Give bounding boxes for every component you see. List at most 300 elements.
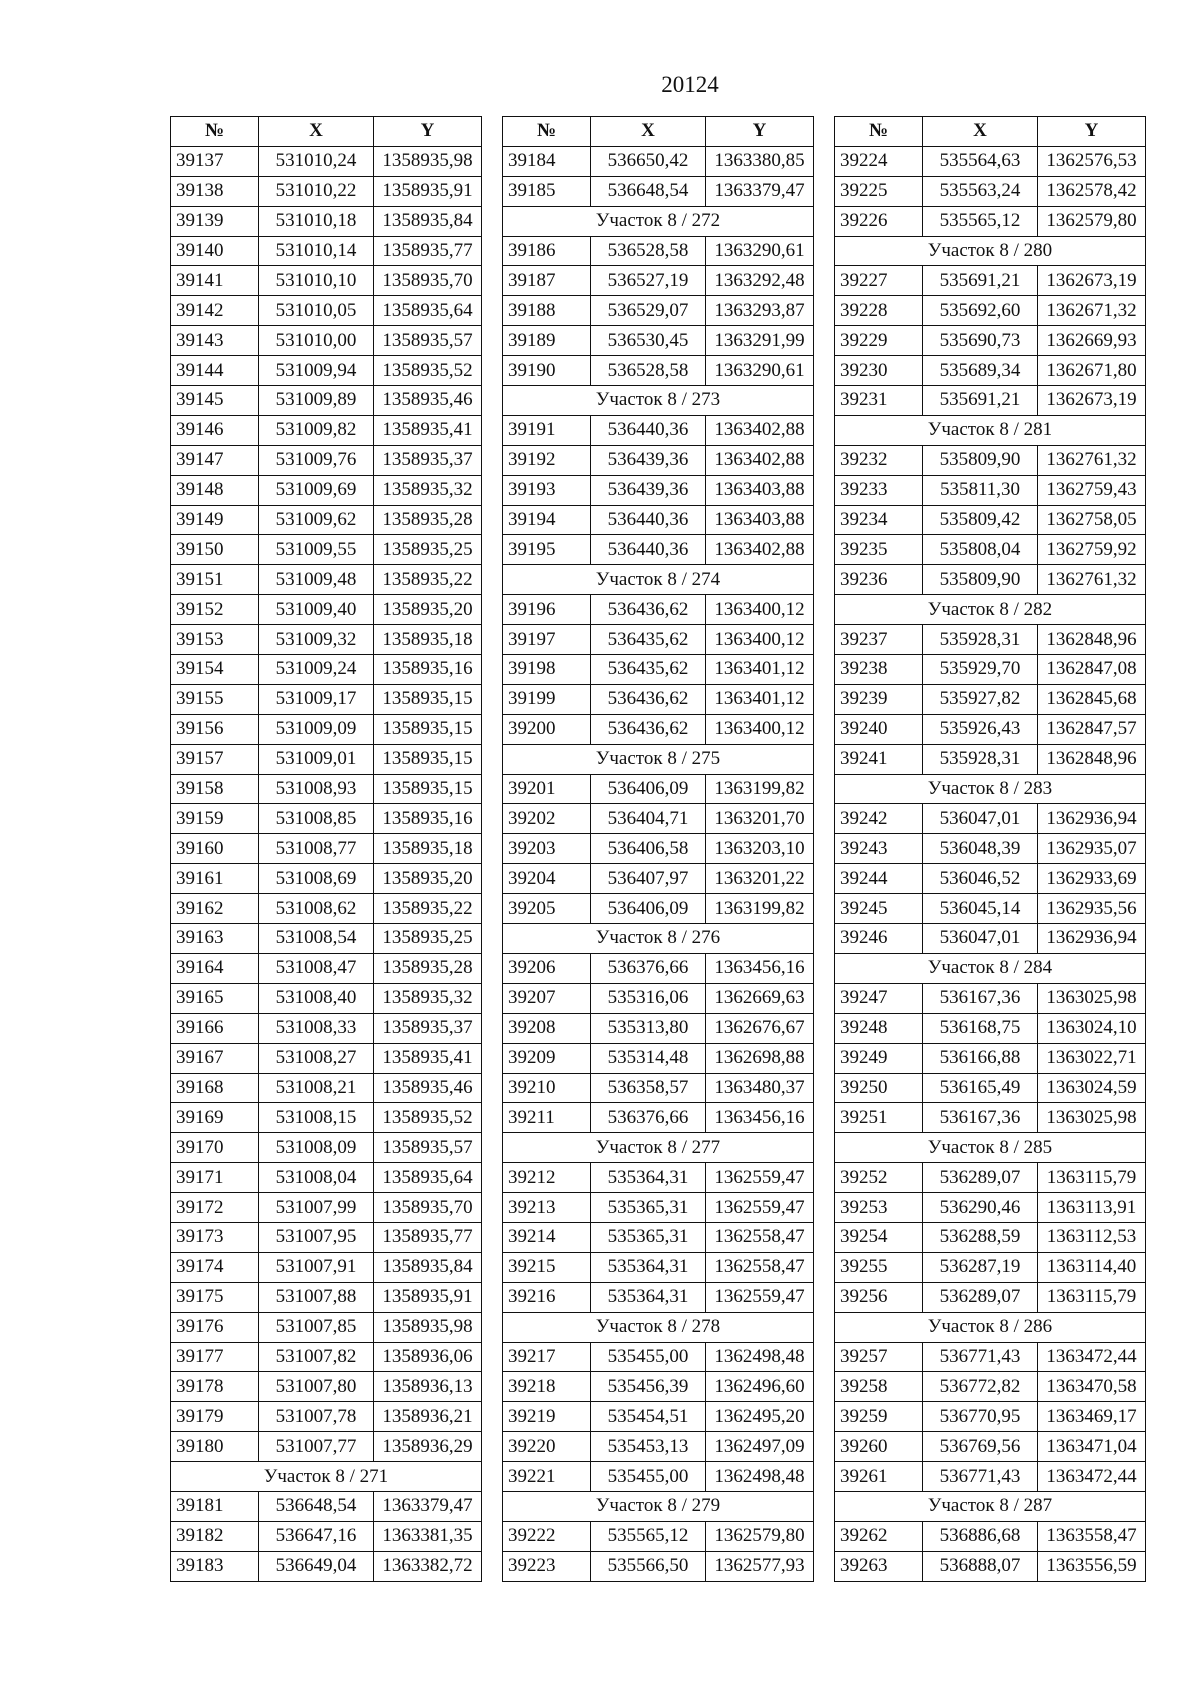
x-value: 536439,36 [591,445,706,475]
section-row [171,1462,482,1492]
point-number: 39140 [171,236,259,266]
table-row [503,1193,814,1223]
x-value: 531010,05 [259,296,374,326]
table-row [835,894,1146,924]
y-value: 1363199,82 [706,774,814,804]
section-label: Участок 8 / 284 [835,953,1146,983]
x-value: 536769,56 [923,1432,1038,1462]
x-value: 531007,91 [259,1252,374,1282]
y-value: 1358935,22 [374,565,482,595]
y-value: 1358935,20 [374,864,482,894]
coordinate-table-3 [834,116,1146,1582]
header-y: Y [374,117,482,147]
y-value: 1363402,88 [706,535,814,565]
y-value: 1362676,67 [706,1013,814,1043]
point-number: 39203 [503,834,591,864]
y-value: 1363480,37 [706,1073,814,1103]
table-row [171,1551,482,1581]
y-value: 1363403,88 [706,505,814,535]
y-value: 1358935,91 [374,1282,482,1312]
section-label: Участок 8 / 280 [835,236,1146,266]
point-number: 39170 [171,1133,259,1163]
table-row [171,565,482,595]
y-value: 1363400,12 [706,625,814,655]
point-number: 39259 [835,1402,923,1432]
table-row [171,1013,482,1043]
y-value: 1362669,93 [1038,326,1146,356]
y-value: 1363558,47 [1038,1521,1146,1551]
x-value: 536529,07 [591,296,706,326]
x-value: 531009,40 [259,595,374,625]
x-value: 531009,62 [259,505,374,535]
table-row [503,953,814,983]
point-number: 39166 [171,1013,259,1043]
x-value: 531008,33 [259,1013,374,1043]
point-number: 39174 [171,1252,259,1282]
section-label: Участок 8 / 283 [835,774,1146,804]
y-value: 1363199,82 [706,894,814,924]
x-value: 531007,80 [259,1372,374,1402]
y-value: 1362936,94 [1038,924,1146,954]
table-row [503,415,814,445]
point-number: 39212 [503,1163,591,1193]
table-row [835,1432,1146,1462]
point-number: 39214 [503,1222,591,1252]
point-number: 39205 [503,894,591,924]
y-value: 1358935,25 [374,924,482,954]
table-row [171,206,482,236]
point-number: 39198 [503,655,591,685]
y-value: 1358935,52 [374,356,482,386]
y-value: 1358935,41 [374,1043,482,1073]
table-row [503,1462,814,1492]
x-value: 536436,62 [591,684,706,714]
point-number: 39231 [835,386,923,416]
point-number: 39261 [835,1462,923,1492]
y-value: 1362758,05 [1038,505,1146,535]
y-value: 1362559,47 [706,1193,814,1223]
point-number: 39158 [171,774,259,804]
point-number: 39144 [171,356,259,386]
y-value: 1362845,68 [1038,684,1146,714]
section-label: Участок 8 / 285 [835,1133,1146,1163]
header-y: Y [1038,117,1146,147]
x-value: 535928,31 [923,625,1038,655]
table-row [835,625,1146,655]
table-row [503,983,814,1013]
point-number: 39233 [835,475,923,505]
table-row [835,1342,1146,1372]
y-value: 1362576,53 [1038,146,1146,176]
x-value: 536406,09 [591,774,706,804]
point-number: 39204 [503,864,591,894]
x-value: 535313,80 [591,1013,706,1043]
point-number: 39225 [835,176,923,206]
point-number: 39235 [835,535,923,565]
y-value: 1358935,28 [374,953,482,983]
x-value: 531009,55 [259,535,374,565]
section-label: Участок 8 / 287 [835,1491,1146,1521]
y-value: 1362559,47 [706,1163,814,1193]
table-row [503,625,814,655]
point-number: 39234 [835,505,923,535]
x-value: 536406,09 [591,894,706,924]
point-number: 39154 [171,655,259,685]
point-number: 39137 [171,146,259,176]
section-label: Участок 8 / 279 [503,1491,814,1521]
y-value: 1362935,07 [1038,834,1146,864]
section-row [835,1491,1146,1521]
y-value: 1362673,19 [1038,386,1146,416]
table-row [171,1103,482,1133]
x-value: 536289,07 [923,1163,1038,1193]
table-row [835,804,1146,834]
x-value: 535365,31 [591,1222,706,1252]
point-number: 39238 [835,655,923,685]
table-row [171,774,482,804]
point-number: 39229 [835,326,923,356]
x-value: 531007,99 [259,1193,374,1223]
y-value: 1358935,84 [374,206,482,236]
table-row [171,1312,482,1342]
table-row [171,1521,482,1551]
point-number: 39248 [835,1013,923,1043]
x-value: 536376,66 [591,1103,706,1133]
y-value: 1358936,21 [374,1402,482,1432]
x-value: 536440,36 [591,535,706,565]
x-value: 535809,42 [923,505,1038,535]
x-value: 536435,62 [591,625,706,655]
table-row [835,146,1146,176]
x-value: 531009,76 [259,445,374,475]
y-value: 1363456,16 [706,1103,814,1133]
y-value: 1362671,80 [1038,356,1146,386]
table-row [835,655,1146,685]
table-row [171,1222,482,1252]
point-number: 39236 [835,565,923,595]
x-value: 536771,43 [923,1462,1038,1492]
y-value: 1363201,22 [706,864,814,894]
x-value: 531008,27 [259,1043,374,1073]
y-value: 1358935,64 [374,296,482,326]
point-number: 39218 [503,1372,591,1402]
table-row [503,1372,814,1402]
table-row [835,1372,1146,1402]
table-row [503,1013,814,1043]
table-row [171,1342,482,1372]
x-value: 535454,51 [591,1402,706,1432]
point-number: 39200 [503,714,591,744]
y-value: 1363201,70 [706,804,814,834]
x-value: 535692,60 [923,296,1038,326]
x-value: 536528,58 [591,236,706,266]
point-number: 39243 [835,834,923,864]
y-value: 1362495,20 [706,1402,814,1432]
point-number: 39220 [503,1432,591,1462]
table-row [835,505,1146,535]
table-row [171,595,482,625]
table-row [503,684,814,714]
section-row [835,1312,1146,1342]
x-value: 531007,85 [259,1312,374,1342]
header-number: № [835,117,923,147]
x-value: 531008,77 [259,834,374,864]
x-value: 536047,01 [923,804,1038,834]
point-number: 39244 [835,864,923,894]
point-number: 39148 [171,475,259,505]
x-value: 536045,14 [923,894,1038,924]
table-row [171,266,482,296]
table-row [835,744,1146,774]
table-row [171,1163,482,1193]
point-number: 39247 [835,983,923,1013]
point-number: 39224 [835,146,923,176]
y-value: 1358935,70 [374,1193,482,1223]
table-row [171,1402,482,1432]
point-number: 39157 [171,744,259,774]
table-row [503,236,814,266]
coordinate-table-2 [502,116,814,1582]
point-number: 39163 [171,924,259,954]
x-value: 536650,42 [591,146,706,176]
y-value: 1358935,16 [374,804,482,834]
point-number: 39172 [171,1193,259,1223]
x-value: 531008,04 [259,1163,374,1193]
y-value: 1362759,92 [1038,535,1146,565]
y-value: 1363290,61 [706,356,814,386]
x-value: 536648,54 [259,1491,374,1521]
x-value: 535691,21 [923,266,1038,296]
table-row [171,505,482,535]
y-value: 1362577,93 [706,1551,814,1581]
table-row [835,1402,1146,1432]
table-header-row [503,117,814,147]
x-value: 531008,85 [259,804,374,834]
y-value: 1362579,80 [1038,206,1146,236]
y-value: 1363401,12 [706,655,814,685]
y-value: 1358935,77 [374,236,482,266]
table-row [171,1432,482,1462]
y-value: 1363402,88 [706,445,814,475]
section-row [503,924,814,954]
x-value: 535455,00 [591,1462,706,1492]
point-number: 39239 [835,684,923,714]
x-value: 531008,15 [259,1103,374,1133]
point-number: 39176 [171,1312,259,1342]
y-value: 1358935,98 [374,146,482,176]
point-number: 39139 [171,206,259,236]
table-row [503,505,814,535]
x-value: 535808,04 [923,535,1038,565]
point-number: 39145 [171,386,259,416]
table-row [835,326,1146,356]
x-value: 535928,31 [923,744,1038,774]
x-value: 536436,62 [591,714,706,744]
x-value: 535314,48 [591,1043,706,1073]
y-value: 1362558,47 [706,1252,814,1282]
y-value: 1358935,22 [374,894,482,924]
x-value: 536528,58 [591,356,706,386]
point-number: 39160 [171,834,259,864]
table-row [171,356,482,386]
x-value: 536886,68 [923,1521,1038,1551]
y-value: 1362847,08 [1038,655,1146,685]
x-value: 531008,09 [259,1133,374,1163]
x-value: 531009,01 [259,744,374,774]
x-value: 536439,36 [591,475,706,505]
table-row [171,445,482,475]
table-row [503,266,814,296]
y-value: 1358935,41 [374,415,482,445]
y-value: 1363113,91 [1038,1193,1146,1223]
y-value: 1363025,98 [1038,983,1146,1013]
section-row [835,595,1146,625]
point-number: 39142 [171,296,259,326]
x-value: 535565,12 [923,206,1038,236]
x-value: 536376,66 [591,953,706,983]
x-value: 535456,39 [591,1372,706,1402]
point-number: 39162 [171,894,259,924]
x-value: 536289,07 [923,1282,1038,1312]
y-value: 1363381,35 [374,1521,482,1551]
y-value: 1363024,10 [1038,1013,1146,1043]
table-row [503,864,814,894]
table-row [503,1103,814,1133]
table-row [835,1163,1146,1193]
point-number: 39206 [503,953,591,983]
y-value: 1363290,61 [706,236,814,266]
table-row [503,356,814,386]
table-row [503,1073,814,1103]
y-value: 1362759,43 [1038,475,1146,505]
x-value: 531008,93 [259,774,374,804]
y-value: 1358935,32 [374,475,482,505]
y-value: 1362559,47 [706,1282,814,1312]
table-row [835,535,1146,565]
table-row [171,326,482,356]
x-value: 536435,62 [591,655,706,685]
y-value: 1363556,59 [1038,1551,1146,1581]
table-row [171,983,482,1013]
y-value: 1358936,13 [374,1372,482,1402]
y-value: 1358935,15 [374,714,482,744]
table-row [503,804,814,834]
point-number: 39185 [503,176,591,206]
y-value: 1362578,42 [1038,176,1146,206]
x-value: 531009,48 [259,565,374,595]
point-number: 39215 [503,1252,591,1282]
header-x: X [923,117,1038,147]
y-value: 1363400,12 [706,714,814,744]
y-value: 1358935,28 [374,505,482,535]
point-number: 39143 [171,326,259,356]
point-number: 39147 [171,445,259,475]
point-number: 39183 [171,1551,259,1581]
y-value: 1358935,25 [374,535,482,565]
point-number: 39221 [503,1462,591,1492]
table-row [503,714,814,744]
point-number: 39213 [503,1193,591,1223]
header-number: № [503,117,591,147]
table-row [835,356,1146,386]
table-row [503,1342,814,1372]
y-value: 1362496,60 [706,1372,814,1402]
table-row [835,266,1146,296]
table-row [171,625,482,655]
table-row [171,1043,482,1073]
header-x: X [259,117,374,147]
section-row [503,386,814,416]
table-row [171,176,482,206]
table-header-row [835,117,1146,147]
x-value: 536046,52 [923,864,1038,894]
x-value: 536771,43 [923,1342,1038,1372]
x-value: 535364,31 [591,1252,706,1282]
y-value: 1362671,32 [1038,296,1146,326]
x-value: 536168,75 [923,1013,1038,1043]
x-value: 536358,57 [591,1073,706,1103]
y-value: 1358935,57 [374,326,482,356]
x-value: 531007,88 [259,1282,374,1312]
x-value: 536530,45 [591,326,706,356]
point-number: 39253 [835,1193,923,1223]
x-value: 531010,14 [259,236,374,266]
x-value: 536404,71 [591,804,706,834]
x-value: 536440,36 [591,505,706,535]
y-value: 1362935,56 [1038,894,1146,924]
point-number: 39179 [171,1402,259,1432]
x-value: 535563,24 [923,176,1038,206]
x-value: 531009,69 [259,475,374,505]
y-value: 1363115,79 [1038,1282,1146,1312]
table-row [835,1462,1146,1492]
point-number: 39171 [171,1163,259,1193]
y-value: 1362936,94 [1038,804,1146,834]
x-value: 535929,70 [923,655,1038,685]
y-value: 1358935,16 [374,655,482,685]
y-value: 1362558,47 [706,1222,814,1252]
point-number: 39202 [503,804,591,834]
table-row [171,894,482,924]
x-value: 531008,47 [259,953,374,983]
x-value: 536527,19 [591,266,706,296]
x-value: 535564,63 [923,146,1038,176]
point-number: 39175 [171,1282,259,1312]
point-number: 39260 [835,1432,923,1462]
x-value: 531007,78 [259,1402,374,1432]
point-number: 39196 [503,595,591,625]
point-number: 39227 [835,266,923,296]
table-row [171,1491,482,1521]
point-number: 39189 [503,326,591,356]
point-number: 39150 [171,535,259,565]
point-number: 39159 [171,804,259,834]
x-value: 536407,97 [591,864,706,894]
y-value: 1358935,98 [374,1312,482,1342]
table-row [503,595,814,625]
table-row [171,146,482,176]
point-number: 39168 [171,1073,259,1103]
table-row [503,834,814,864]
x-value: 531009,09 [259,714,374,744]
table-row [503,1551,814,1581]
point-number: 39262 [835,1521,923,1551]
table-row [171,953,482,983]
table-row [835,1043,1146,1073]
table-row [835,565,1146,595]
x-value: 535690,73 [923,326,1038,356]
y-value: 1363292,48 [706,266,814,296]
